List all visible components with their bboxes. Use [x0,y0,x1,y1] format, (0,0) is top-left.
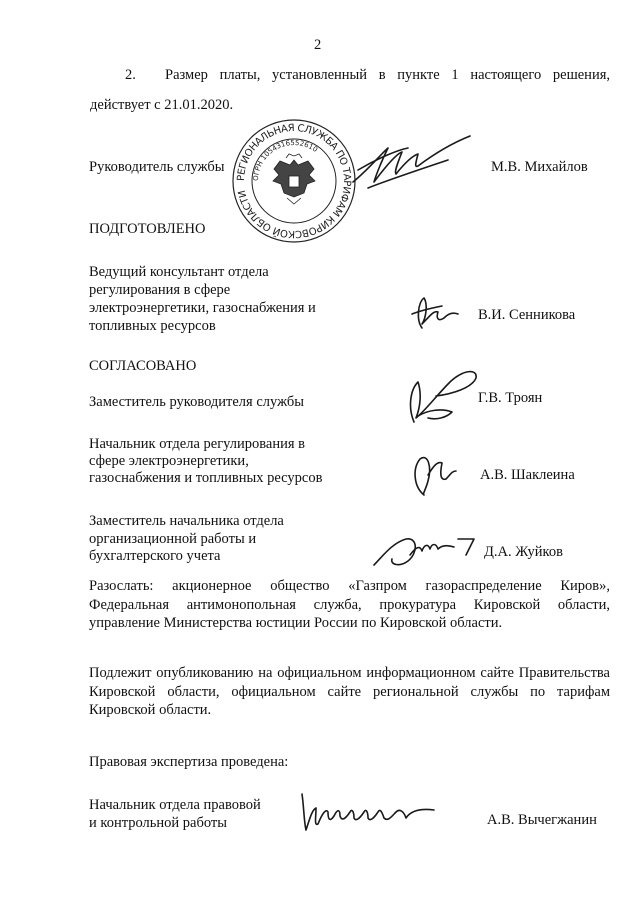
agreed-name-3: Д.А. Жуйков [484,544,563,560]
legal-review-label: Правовая экспертиза проведена: [89,754,289,770]
agreed-signature-3 [362,525,482,575]
head-signature [338,130,478,200]
agreed-position-2-line-2: сфере электроэнергетики, [89,453,249,469]
distribution-text: Разослать: акционерное общество «Газпром газораспределение Киров», Федеральная антимонопольная служба, прокуратура Кировской области, управление Министерства юстиции России по Кировской области. [89,578,610,631]
prepared-position-line-2: регулирования в сфере [89,282,231,298]
agreed-name-1: Г.В. Троян [478,390,543,406]
head-name: М.В. Михайлов [491,159,588,175]
clause-line-2: действует с 21.01.2020. [90,97,234,113]
seal-text: РЕГИОНАЛЬНАЯ СЛУЖБА ПО ТАРИФАМ КИРОВСКОЙ ОБЛАСТИ [235,122,353,240]
agreed-position-2-line-3: газоснабжения и топливных ресурсов [89,470,323,486]
prepared-position-line-1: Ведущий консультант отдела [89,264,269,280]
publication-text: Подлежит опубликованию на официальном информационном сайте Правительства Кировской области, официальном сайте региональной службы по тарифам Кировской области. [89,665,610,718]
agreed-position-2-line-1: Начальник отдела регулирования в [89,436,306,452]
legal-review-signature [292,788,442,838]
agreed-heading: СОГЛАСОВАНО [89,358,197,374]
prepared-heading: ПОДГОТОВЛЕНО [89,221,206,237]
prepared-position-line-3: электроэнергетики, газоснабжения и [89,300,316,316]
agreed-position-3-line-2: организационной работы и [89,531,257,547]
agreed-position-1-line-1: Заместитель руководителя службы [89,394,305,410]
agreed-signature-1 [392,360,492,435]
agreed-position-3-line-1: Заместитель начальника отдела [89,513,284,529]
head-title: Руководитель службы [89,159,225,175]
legal-review-position-line-1: Начальник отдела правовой [89,797,261,813]
prepared-signature [402,290,462,335]
page-number: 2 [314,37,322,53]
prepared-position-line-4: топливных ресурсов [89,318,216,334]
clause-line-1: Размер платы, установленный в пункте 1 настоящего решения, [165,67,610,83]
agreed-position-3-line-3: бухгалтерского учета [89,548,221,564]
agreed-signature-2 [402,445,472,505]
legal-review-name: А.В. Вычегжанин [487,812,597,828]
eagle-emblem-icon [273,154,315,204]
agreed-name-2: А.В. Шаклеина [480,467,575,483]
prepared-name: В.И. Сенникова [478,307,576,323]
seal-inner-text: ОГРН 1054316552610 [251,138,319,182]
clause-number: 2. [125,67,136,83]
legal-review-position-line-2: и контрольной работы [89,815,227,831]
